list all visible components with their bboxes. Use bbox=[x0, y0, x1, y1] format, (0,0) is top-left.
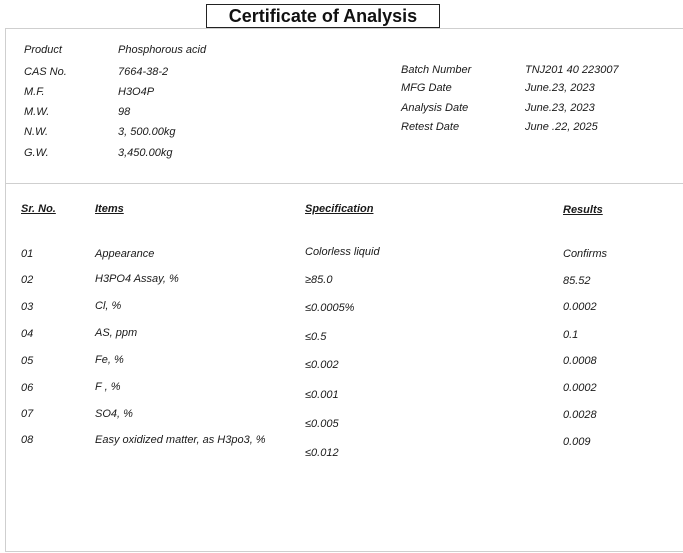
retest-date-value: June .22, 2025 bbox=[525, 121, 598, 133]
row-item: Appearance bbox=[95, 248, 155, 260]
row-sr: 05 bbox=[21, 355, 34, 367]
row-item: AS, ppm bbox=[95, 327, 138, 339]
row-result: 0.0028 bbox=[563, 409, 597, 421]
retest-date-label: Retest Date bbox=[401, 121, 460, 133]
row-item: Fe, % bbox=[95, 354, 124, 366]
row-spec: ≤0.002 bbox=[305, 359, 339, 371]
header-specification: Specification bbox=[305, 203, 374, 215]
row-result: 0.0008 bbox=[563, 355, 597, 367]
nw-label: N.W. bbox=[24, 126, 49, 138]
row-result: 0.009 bbox=[563, 436, 591, 448]
header-results: Results bbox=[563, 204, 603, 216]
section-divider bbox=[5, 183, 683, 184]
row-spec: ≥85.0 bbox=[305, 274, 333, 286]
row-sr: 06 bbox=[21, 382, 34, 394]
header-items: Items bbox=[95, 203, 124, 215]
row-result: 0.0002 bbox=[563, 382, 597, 394]
row-spec: Colorless liquid bbox=[305, 246, 380, 258]
row-spec: ≤0.001 bbox=[305, 389, 339, 401]
row-spec: ≤0.0005% bbox=[305, 302, 355, 314]
analysis-date-value: June.23, 2023 bbox=[525, 102, 595, 114]
row-result: 0.1 bbox=[563, 329, 579, 341]
gw-value: 3,450.00kg bbox=[118, 147, 173, 159]
row-sr: 08 bbox=[21, 434, 34, 446]
document-title: Certificate of Analysis bbox=[206, 4, 440, 28]
row-spec: ≤0.005 bbox=[305, 418, 339, 430]
header-sr-no: Sr. No. bbox=[21, 203, 56, 215]
mf-label: M.F. bbox=[24, 86, 45, 98]
batch-number-value: TNJ201 40 223007 bbox=[525, 64, 619, 76]
row-spec: ≤0.5 bbox=[305, 331, 327, 343]
batch-number-label: Batch Number bbox=[401, 64, 472, 76]
cas-value: 7664-38-2 bbox=[118, 66, 169, 78]
cas-label: CAS No. bbox=[24, 66, 67, 78]
row-sr: 07 bbox=[21, 408, 34, 420]
gw-label: G.W. bbox=[24, 147, 49, 159]
analysis-date-label: Analysis Date bbox=[401, 102, 469, 114]
document-bottom-rule bbox=[5, 551, 683, 552]
row-result: 0.0002 bbox=[563, 301, 597, 313]
mw-value: 98 bbox=[118, 106, 131, 118]
row-item: SO4, % bbox=[95, 408, 133, 420]
row-spec: ≤0.012 bbox=[305, 447, 339, 459]
row-result: Confirms bbox=[563, 248, 608, 260]
row-item: Easy oxidized matter, as H3po3, % bbox=[95, 434, 266, 446]
row-sr: 03 bbox=[21, 301, 34, 313]
row-sr: 01 bbox=[21, 248, 34, 260]
document-border-left bbox=[5, 28, 6, 552]
mfg-date-value: June.23, 2023 bbox=[525, 82, 595, 94]
row-sr: 02 bbox=[21, 274, 34, 286]
product-label: Product bbox=[24, 44, 62, 56]
mfg-date-label: MFG Date bbox=[401, 82, 452, 94]
mw-label: M.W. bbox=[24, 106, 50, 118]
mf-value: H3O4P bbox=[118, 86, 155, 98]
row-item: H3PO4 Assay, % bbox=[95, 273, 179, 285]
row-sr: 04 bbox=[21, 328, 34, 340]
row-item: Cl, % bbox=[95, 300, 122, 312]
nw-value: 3, 500.00kg bbox=[118, 126, 176, 138]
row-item: F , % bbox=[95, 381, 121, 393]
product-value: Phosphorous acid bbox=[118, 44, 207, 56]
document-top-rule bbox=[5, 28, 683, 29]
row-result: 85.52 bbox=[563, 275, 591, 287]
